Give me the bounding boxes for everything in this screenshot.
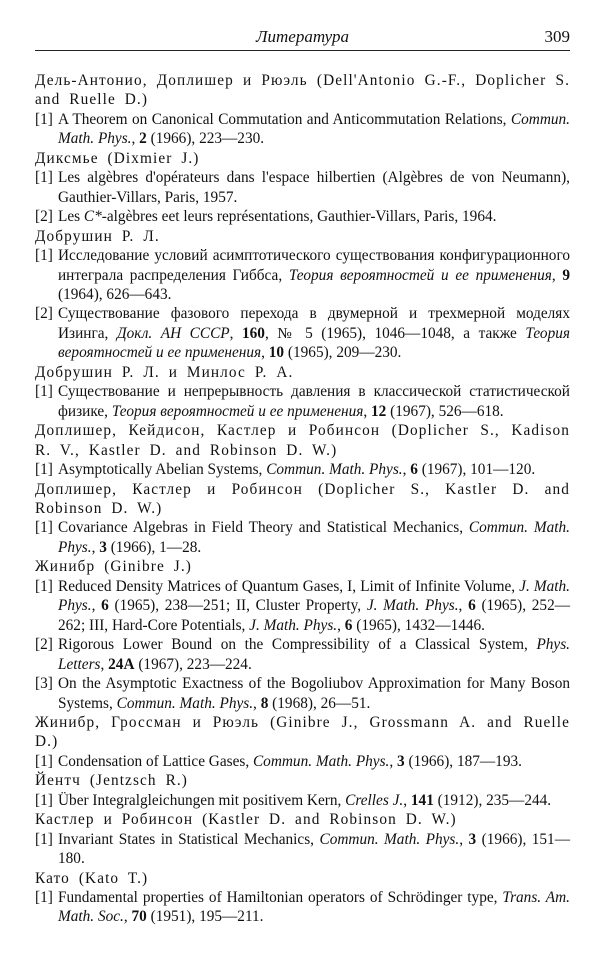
reference-number: [1] bbox=[35, 519, 53, 537]
reference-text bbox=[58, 382, 570, 421]
journal-title: Commun. Math. Phys. bbox=[58, 519, 570, 556]
journal-title: J. Math. Phys. bbox=[249, 616, 338, 634]
reference-number: [1] bbox=[35, 830, 53, 848]
reference-text-fragment: , bbox=[261, 344, 269, 362]
reference-text-fragment: (1912), 235—244. bbox=[433, 791, 552, 809]
volume-number: 24A bbox=[108, 655, 135, 673]
reference-text-fragment: (1951), 195—211. bbox=[146, 908, 264, 926]
author-heading: Йентч (Jentzsch R.) bbox=[35, 772, 188, 790]
reference-item bbox=[35, 635, 570, 674]
journal-title: Crelles J. bbox=[345, 791, 404, 809]
reference-text-fragment: Reduced Density Matrices of Quantum Gases, I, Limit of Infinite Volume, bbox=[58, 577, 520, 595]
volume-number: 70 bbox=[131, 908, 147, 926]
reference-text-fragment: , bbox=[337, 616, 345, 634]
volume-number: 141 bbox=[410, 791, 434, 809]
author-heading: Добрушин Р. Л. и Минлос Р. А. bbox=[35, 363, 294, 381]
volume-number: 3 bbox=[99, 538, 107, 556]
reference-text bbox=[58, 635, 570, 674]
reference-text-fragment: Существование фазового перехода в двумерной и трехмерной моделях Изинга, bbox=[58, 305, 570, 342]
reference-number: [2] bbox=[35, 305, 53, 323]
reference-text bbox=[58, 830, 570, 869]
author-heading: Доплишер, Кастлер и Робинсон (Doplicher S., Kastler D. and Robinson D. W.) bbox=[35, 480, 570, 517]
volume-number: 3 bbox=[397, 752, 405, 770]
reference-text-fragment: , bbox=[403, 791, 411, 809]
journal-title: J. Math. Phys. bbox=[366, 597, 459, 615]
reference-number: [1] bbox=[35, 461, 53, 479]
journal-title: Commun. Math. Phys. bbox=[319, 830, 460, 848]
reference-text bbox=[58, 888, 570, 927]
reference-number: [1] bbox=[35, 383, 53, 401]
reference-item bbox=[35, 460, 570, 479]
reference-text-fragment: , bbox=[123, 908, 132, 926]
author-heading: Доплишер, Кейдисон, Кастлер и Робинсон (Doplicher S., Kadison R. V., Kastler D. and Robinson D. W.) bbox=[35, 422, 570, 459]
reference-item bbox=[35, 518, 570, 557]
author-heading: Жинибр (Ginibre J.) bbox=[35, 558, 192, 576]
reference-text-fragment: , bbox=[459, 830, 469, 848]
reference-text-fragment: , bbox=[131, 130, 140, 148]
reference-text-fragment: , bbox=[100, 655, 109, 673]
reference-text-fragment: , № 5 (1965), 1046—1048, а также bbox=[264, 324, 526, 342]
reference-text-fragment: Condensation of Lattice Gases, bbox=[58, 752, 253, 770]
reference-number: [1] bbox=[35, 889, 53, 907]
reference-text bbox=[58, 674, 570, 713]
reference-text-fragment: (1967), 526—618. bbox=[386, 402, 504, 420]
reference-number: [1] bbox=[35, 752, 53, 770]
reference-text bbox=[58, 110, 570, 149]
reference-item bbox=[35, 830, 570, 869]
reference-text-fragment: Invariant States in Statistical Mechanics, bbox=[58, 830, 320, 848]
author-heading: Жинибр, Гроссман и Рюэль (Ginibre J., Grossmann A. and Ruelle D.) bbox=[35, 713, 570, 751]
reference-text bbox=[58, 791, 570, 810]
reference-number: [1] bbox=[35, 110, 53, 128]
volume-number: 6 bbox=[468, 597, 476, 615]
reference-text-fragment: , bbox=[389, 752, 398, 770]
reference-text bbox=[58, 304, 570, 362]
reference-number: [3] bbox=[35, 675, 53, 693]
reference-text-fragment: Fundamental properties of Hamiltonian operators of Schrödinger type, bbox=[58, 889, 503, 907]
reference-text bbox=[58, 246, 570, 304]
reference-text-fragment: (1965), 238—251; II, Cluster Property, bbox=[108, 597, 367, 615]
reference-text-fragment: On the Asymptotic Exactness of the Bogoliubov Approximation for Many Boson Systems, bbox=[58, 675, 570, 712]
volume-number: 3 bbox=[468, 830, 477, 848]
journal-title: Докл. АН СССР bbox=[116, 324, 230, 342]
journal-title: Теория вероятностей и ее применения bbox=[111, 402, 364, 420]
reference-item bbox=[35, 888, 570, 927]
reference-text-fragment: , bbox=[91, 538, 100, 556]
journal-title: Phys. Letters bbox=[58, 636, 570, 673]
reference-text-fragment: Les bbox=[58, 208, 84, 226]
reference-text-fragment: , bbox=[551, 266, 563, 284]
volume-number: 6 bbox=[410, 461, 418, 479]
reference-text bbox=[58, 207, 570, 226]
journal-title: Commun. Math. Phys. bbox=[116, 694, 254, 712]
reference-item bbox=[35, 752, 570, 771]
reference-text bbox=[58, 460, 570, 479]
running-title: Литература bbox=[255, 27, 349, 46]
reference-text-fragment: (1964), 626—643. bbox=[58, 285, 172, 303]
reference-text-fragment: Asymptotically Abelian Systems, bbox=[58, 461, 267, 479]
reference-number: [1] bbox=[35, 791, 53, 809]
reference-item bbox=[35, 110, 570, 149]
reference-text-fragment: , bbox=[253, 694, 261, 712]
reference-text-fragment: (1966), 223—230. bbox=[146, 130, 265, 148]
reference-text-fragment: (1966), 151—180. bbox=[58, 830, 571, 868]
reference-text-fragment: Les algèbres d'opérateurs dans l'espace hilbertien (Algèbres de von Neumann), Gauthier-Villars, Paris, 1957. bbox=[58, 169, 570, 206]
reference-number: [1] bbox=[35, 247, 53, 265]
reference-text-fragment: (1968), 26—51. bbox=[268, 694, 371, 712]
reference-text-fragment: (1966), 1—28. bbox=[106, 538, 202, 556]
reference-text bbox=[58, 577, 570, 635]
volume-number: 8 bbox=[260, 694, 269, 712]
reference-item bbox=[35, 246, 570, 304]
reference-item bbox=[35, 674, 570, 713]
journal-title: Commun. Math. Phys. bbox=[252, 752, 390, 770]
reference-text-fragment: , bbox=[402, 461, 411, 479]
author-heading: Добрушин Р. Л. bbox=[35, 227, 160, 245]
reference-item bbox=[35, 207, 570, 226]
page-header bbox=[35, 24, 570, 51]
reference-text-fragment: (1966), 187—193. bbox=[404, 752, 522, 770]
reference-text-fragment: Существование и непрерывность давления в классической статистической физике, bbox=[58, 383, 570, 420]
reference-item bbox=[35, 382, 570, 421]
bibliography-list bbox=[35, 71, 570, 927]
reference-text-fragment: Исследование условий асимптотического существования конфигурационного интеграла распределения Гиббса, bbox=[58, 247, 570, 284]
reference-text-fragment: , bbox=[458, 597, 469, 615]
author-heading: Кастлер и Робинсон (Kastler D. and Robinson D. W.) bbox=[35, 811, 457, 829]
reference-text-fragment: , bbox=[363, 402, 372, 420]
reference-item bbox=[35, 304, 570, 362]
volume-number: 10 bbox=[268, 344, 285, 362]
reference-item bbox=[35, 791, 570, 810]
volume-number: 2 bbox=[139, 130, 147, 148]
volume-number: 6 bbox=[101, 597, 109, 615]
author-heading: Диксмье (Dixmier J.) bbox=[35, 149, 200, 167]
journal-title: Commun. Math. Phys. bbox=[58, 110, 570, 148]
reference-number: [2] bbox=[35, 636, 53, 654]
volume-number: 160 bbox=[242, 324, 265, 342]
reference-number: [1] bbox=[35, 577, 53, 595]
journal-title: Trans. Am. Math. Soc. bbox=[58, 889, 570, 926]
author-heading: Дель-Антонио, Доплишер и Рюэль (Dell'Antonio G.-F., Doplicher S. and Ruelle D.) bbox=[35, 72, 570, 109]
reference-text-fragment: -algèbres eet leurs représentations, Gauthier-Villars, Paris, 1964. bbox=[101, 208, 497, 226]
reference-text bbox=[58, 168, 570, 207]
reference-item bbox=[35, 577, 570, 635]
reference-text-fragment: (1967), 101—120. bbox=[417, 461, 536, 479]
reference-text-fragment: Covariance Algebras in Field Theory and Statistical Mechanics, bbox=[58, 519, 469, 537]
page-number: 309 bbox=[544, 27, 570, 46]
reference-text-fragment: Über Integralgleichungen mit positivem Kern, bbox=[58, 791, 346, 809]
author-heading: Като (Kato T.) bbox=[35, 869, 149, 887]
reference-number: [1] bbox=[35, 169, 53, 187]
volume-number: 9 bbox=[562, 266, 571, 284]
reference-number: [2] bbox=[35, 208, 53, 226]
journal-title: Теория вероятностей и ее применения bbox=[58, 324, 570, 362]
journal-title: C* bbox=[83, 208, 102, 226]
journal-title: Теория вероятностей и ее применения bbox=[288, 266, 552, 284]
reference-text-fragment: (1965), 209—230. bbox=[284, 344, 402, 362]
journal-title: J. Math. Phys. bbox=[58, 577, 570, 615]
reference-text-fragment: A Theorem on Canonical Commutation and Anticommutation Relations, bbox=[58, 110, 511, 128]
reference-text-fragment: Rigorous Lower Bound on the Compressibility of a Classical System, bbox=[58, 636, 537, 654]
reference-text-fragment: (1965), 252—262; III, Hard-Core Potentials, bbox=[58, 597, 571, 634]
journal-title: Commun. Math. Phys. bbox=[266, 461, 403, 479]
reference-text bbox=[58, 752, 570, 771]
reference-text-fragment: (1967), 223—224. bbox=[134, 655, 252, 673]
reference-text bbox=[58, 518, 570, 557]
reference-text-fragment: , bbox=[91, 597, 102, 615]
reference-text-fragment: (1965), 1432—1446. bbox=[352, 616, 485, 634]
reference-item bbox=[35, 168, 570, 207]
volume-number: 6 bbox=[344, 616, 353, 634]
volume-number: 12 bbox=[371, 402, 387, 420]
reference-text-fragment: , bbox=[229, 324, 242, 342]
